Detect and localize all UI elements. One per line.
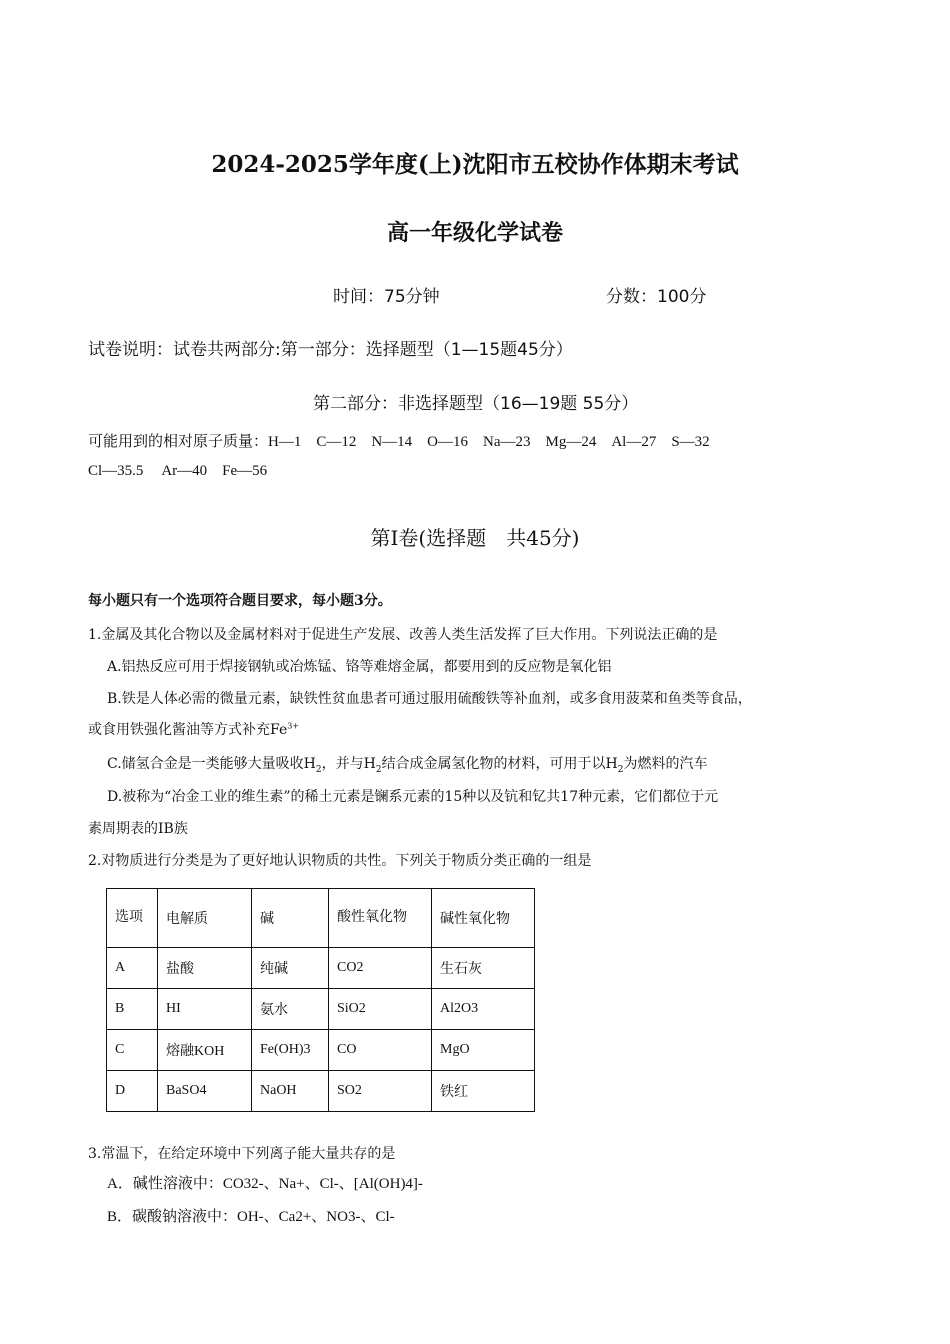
exam-time: 时间：75分钟	[333, 287, 440, 307]
exam-title: 2024-2025学年度(上)沈阳市五校协作体期末考试	[211, 151, 739, 178]
atomic-masses-line2: Cl—35.5 Ar—40 Fe—56	[88, 463, 268, 479]
table-header-cell: 选项	[107, 889, 158, 948]
table-cell: 盐酸	[158, 948, 252, 989]
q1-option-d-line2: 素周期表的IB族	[88, 821, 188, 837]
table-cell: CO2	[329, 948, 432, 989]
q1-option-c: C.储氢合金是一类能够大量吸收$H_2$，并与$H_2$结合成金属氢化物的材料，可用于以$H_2$为燃料的汽车	[107, 756, 708, 775]
table-cell: 铁红	[432, 1071, 535, 1112]
exam-score: 分数：100分	[606, 287, 707, 307]
table-cell: Al2O3	[432, 989, 535, 1030]
table-cell: 熔融KOH	[158, 1030, 252, 1071]
table-cell: CO	[329, 1030, 432, 1071]
table-cell: C	[107, 1030, 158, 1071]
table-cell: NaOH	[252, 1071, 329, 1112]
table-cell: Fe(OH)3	[252, 1030, 329, 1071]
table-row	[107, 1071, 535, 1112]
table-cell: HI	[158, 989, 252, 1030]
classification-table	[106, 888, 535, 1112]
q1-option-b-line2: 或食用铁强化酱油等方式补充$Fe^{3+}$	[88, 721, 300, 738]
table-row	[107, 948, 535, 989]
table-cell: 生石灰	[432, 948, 535, 989]
q3-option-a: A．碱性溶液中：CO32-、Na+、Cl-、[Al(OH)4]-	[107, 1176, 423, 1192]
table-cell: B	[107, 989, 158, 1030]
q1-option-a: A.铝热反应可用于焊接钢轨或冶炼锰、铬等难熔金属，都要用到的反应物是氧化铝	[107, 659, 612, 675]
table-header-row	[107, 889, 535, 948]
table-cell: A	[107, 948, 158, 989]
table-cell: MgO	[432, 1030, 535, 1071]
table-header-cell: 酸性氧化物	[329, 889, 432, 948]
table-header-cell: 碱性氧化物	[432, 889, 535, 948]
table-header-cell: 电解质	[158, 889, 252, 948]
table-cell: D	[107, 1071, 158, 1112]
table-cell: SO2	[329, 1071, 432, 1112]
q1-option-b-line1: B.铁是人体必需的微量元素，缺铁性贫血患者可通过服用硫酸铁等补血剂，或多食用菠菜和鱼类等食品，	[107, 691, 752, 707]
q2-stem: 2.对物质进行分类是为了更好地认识物质的共性。下列关于物质分类正确的一组是	[88, 853, 592, 869]
table-cell: SiO2	[329, 989, 432, 1030]
q3-option-b: B．碳酸钠溶液中：OH-、Ca2+、NO3-、Cl-	[107, 1209, 395, 1225]
section-title: 第Ⅰ卷(选择题 共45分)	[370, 526, 580, 550]
table-cell: 纯碱	[252, 948, 329, 989]
exam-note-part1: 试卷说明：试卷共两部分:第一部分：选择题型（1—15题45分）	[88, 340, 573, 360]
q1-stem: 1.金属及其化合物以及金属材料对于促进生产发展、改善人类生活发挥了巨大作用。下列说法正确的是	[88, 627, 718, 643]
q1-option-d-line1: D.被称为“冶金工业的维生素”的稀土元素是镧系元素的15种以及钪和钇共17种元素，它们都位于元	[107, 789, 719, 805]
section-instruction: 每小题只有一个选项符合题目要求，每小题3分。	[88, 593, 392, 609]
q3-stem: 3.常温下，在给定环境中下列离子能大量共存的是	[88, 1146, 396, 1162]
table-cell: BaSO4	[158, 1071, 252, 1112]
atomic-masses-line1: 可能用到的相对原子质量：H—1 C—12 N—14 O—16 Na—23 Mg—24 Al—27 S—32	[88, 434, 710, 450]
exam-subtitle: 高一年级化学试卷	[386, 220, 563, 246]
table-row	[107, 1030, 535, 1071]
table-cell: 氨水	[252, 989, 329, 1030]
table-row	[107, 989, 535, 1030]
exam-note-part2: 第二部分：非选择题型（16—19题 55分）	[313, 394, 639, 414]
table-header-cell: 碱	[252, 889, 329, 948]
